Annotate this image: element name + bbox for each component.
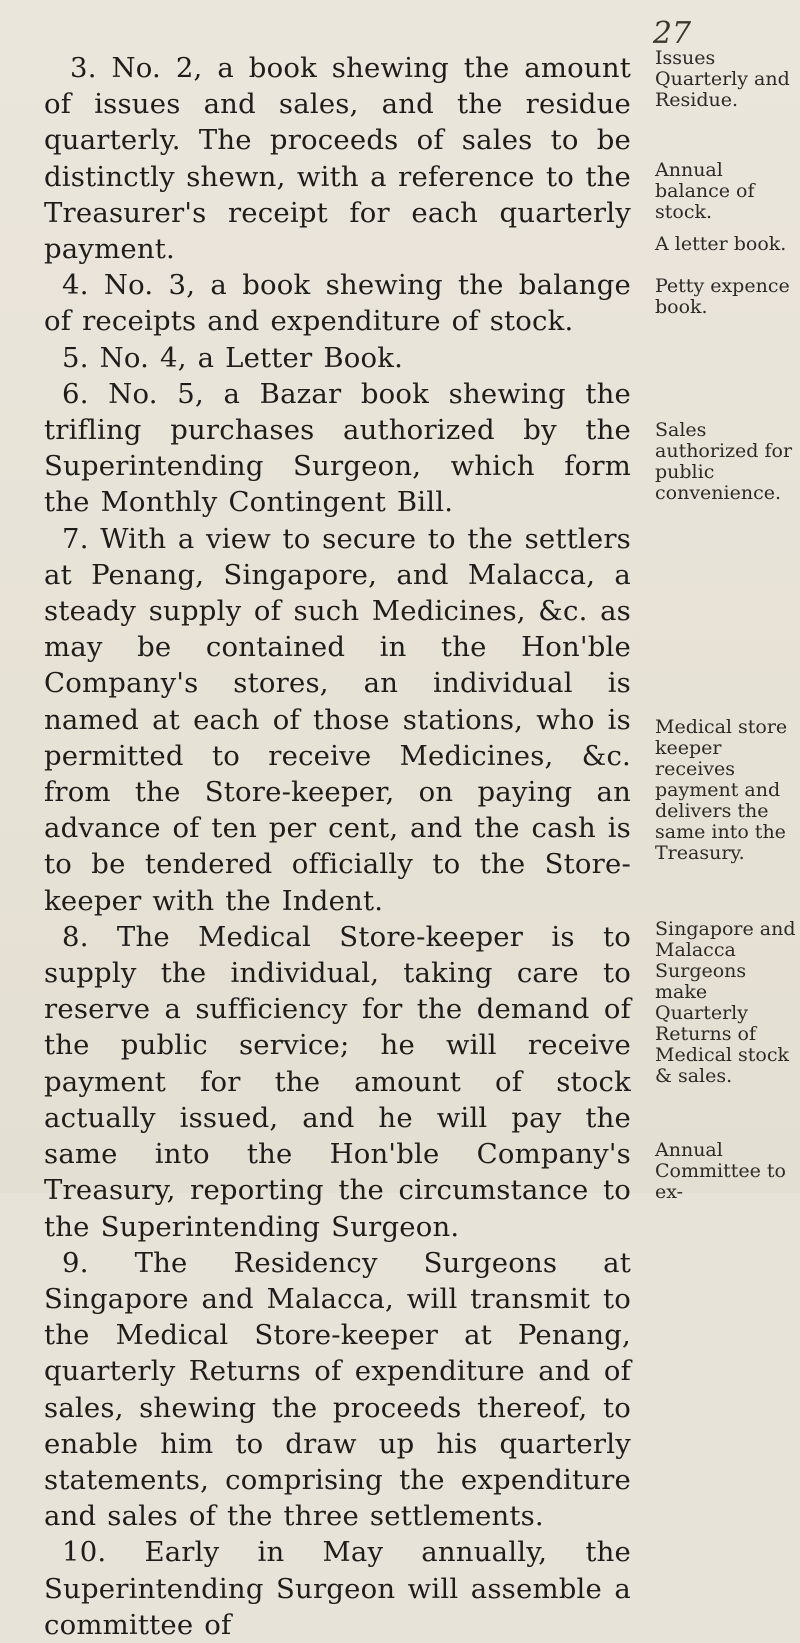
paragraph-7: 7. With a view to secure to the settlers at Penang, Singapore, and Malacca, a steady supply of such Medicines, &c. as may be contained in the Hon'ble Company's stores, an individual is named at each of those stations, who is permitted to receive Medicines, &c. from the Store-keeper, on paying an advance of ten per cent, and the cash is to be tendered officially to the Store-keeper with the Indent. bbox=[44, 522, 631, 917]
margin-note-balance: Annual balance of stock. bbox=[655, 159, 755, 223]
page-number: 27 bbox=[652, 16, 692, 51]
main-text-column bbox=[44, 50, 631, 1643]
paragraph-10: 10. Early in May annually, the Superintending Surgeon will assemble a committee of bbox=[44, 1536, 631, 1641]
paragraph-5: 5. No. 4, a Letter Book. bbox=[62, 341, 404, 374]
margin-note-singapore: Singapore and Malacca Surgeons make Quarterly Returns of Medical stock & sales. bbox=[655, 918, 796, 1087]
margin-note-sales: Sales authorized for public convenience. bbox=[655, 419, 793, 504]
paragraph-3: 3. No. 2, a book shewing the amount of issues and sales, and the residue quarterly. The proceeds of sales to be distinctly shewn, with a reference to the Treasurer's receipt for each quarterly payment. bbox=[44, 52, 631, 266]
margin-note-issues: Issues Quarterly and Residue. bbox=[655, 47, 790, 111]
margin-note-petty: Petty expence book. bbox=[655, 275, 790, 318]
paragraph-9: 9. The Residency Surgeons at Singapore and Malacca, will transmit to the Medical Store-keeper at Penang, quarterly Returns of expenditure and of sales, shewing the proceeds thereof, to enable him to draw up his quarterly statements, comprising the expenditure and sales of the three settlements. bbox=[44, 1246, 631, 1533]
paragraph-4: 4. No. 3, a book shewing the balange of receipts and expenditure of stock. bbox=[44, 269, 631, 338]
margin-note-letter: A letter book. bbox=[655, 233, 787, 255]
margin-note-medical: Medical store keeper receives payment and delivers the same into the Treasury. bbox=[655, 716, 788, 864]
paragraph-6: 6. No. 5, a Bazar book shewing the trifling purchases authorized by the Superintending Surgeon, which form the Monthly Contingent Bill. bbox=[44, 377, 631, 519]
paragraph-8: 8. The Medical Store-keeper is to supply the individual, taking care to reserve a sufficiency for the demand of the public service; he will receive payment for the amount of stock actually issued, and he will pay the same into the Hon'ble Company's Treasury, reporting the circumstance to the Superintending Surgeon. bbox=[44, 920, 631, 1243]
margin-note-annual: Annual Committee to ex- bbox=[655, 1139, 786, 1203]
